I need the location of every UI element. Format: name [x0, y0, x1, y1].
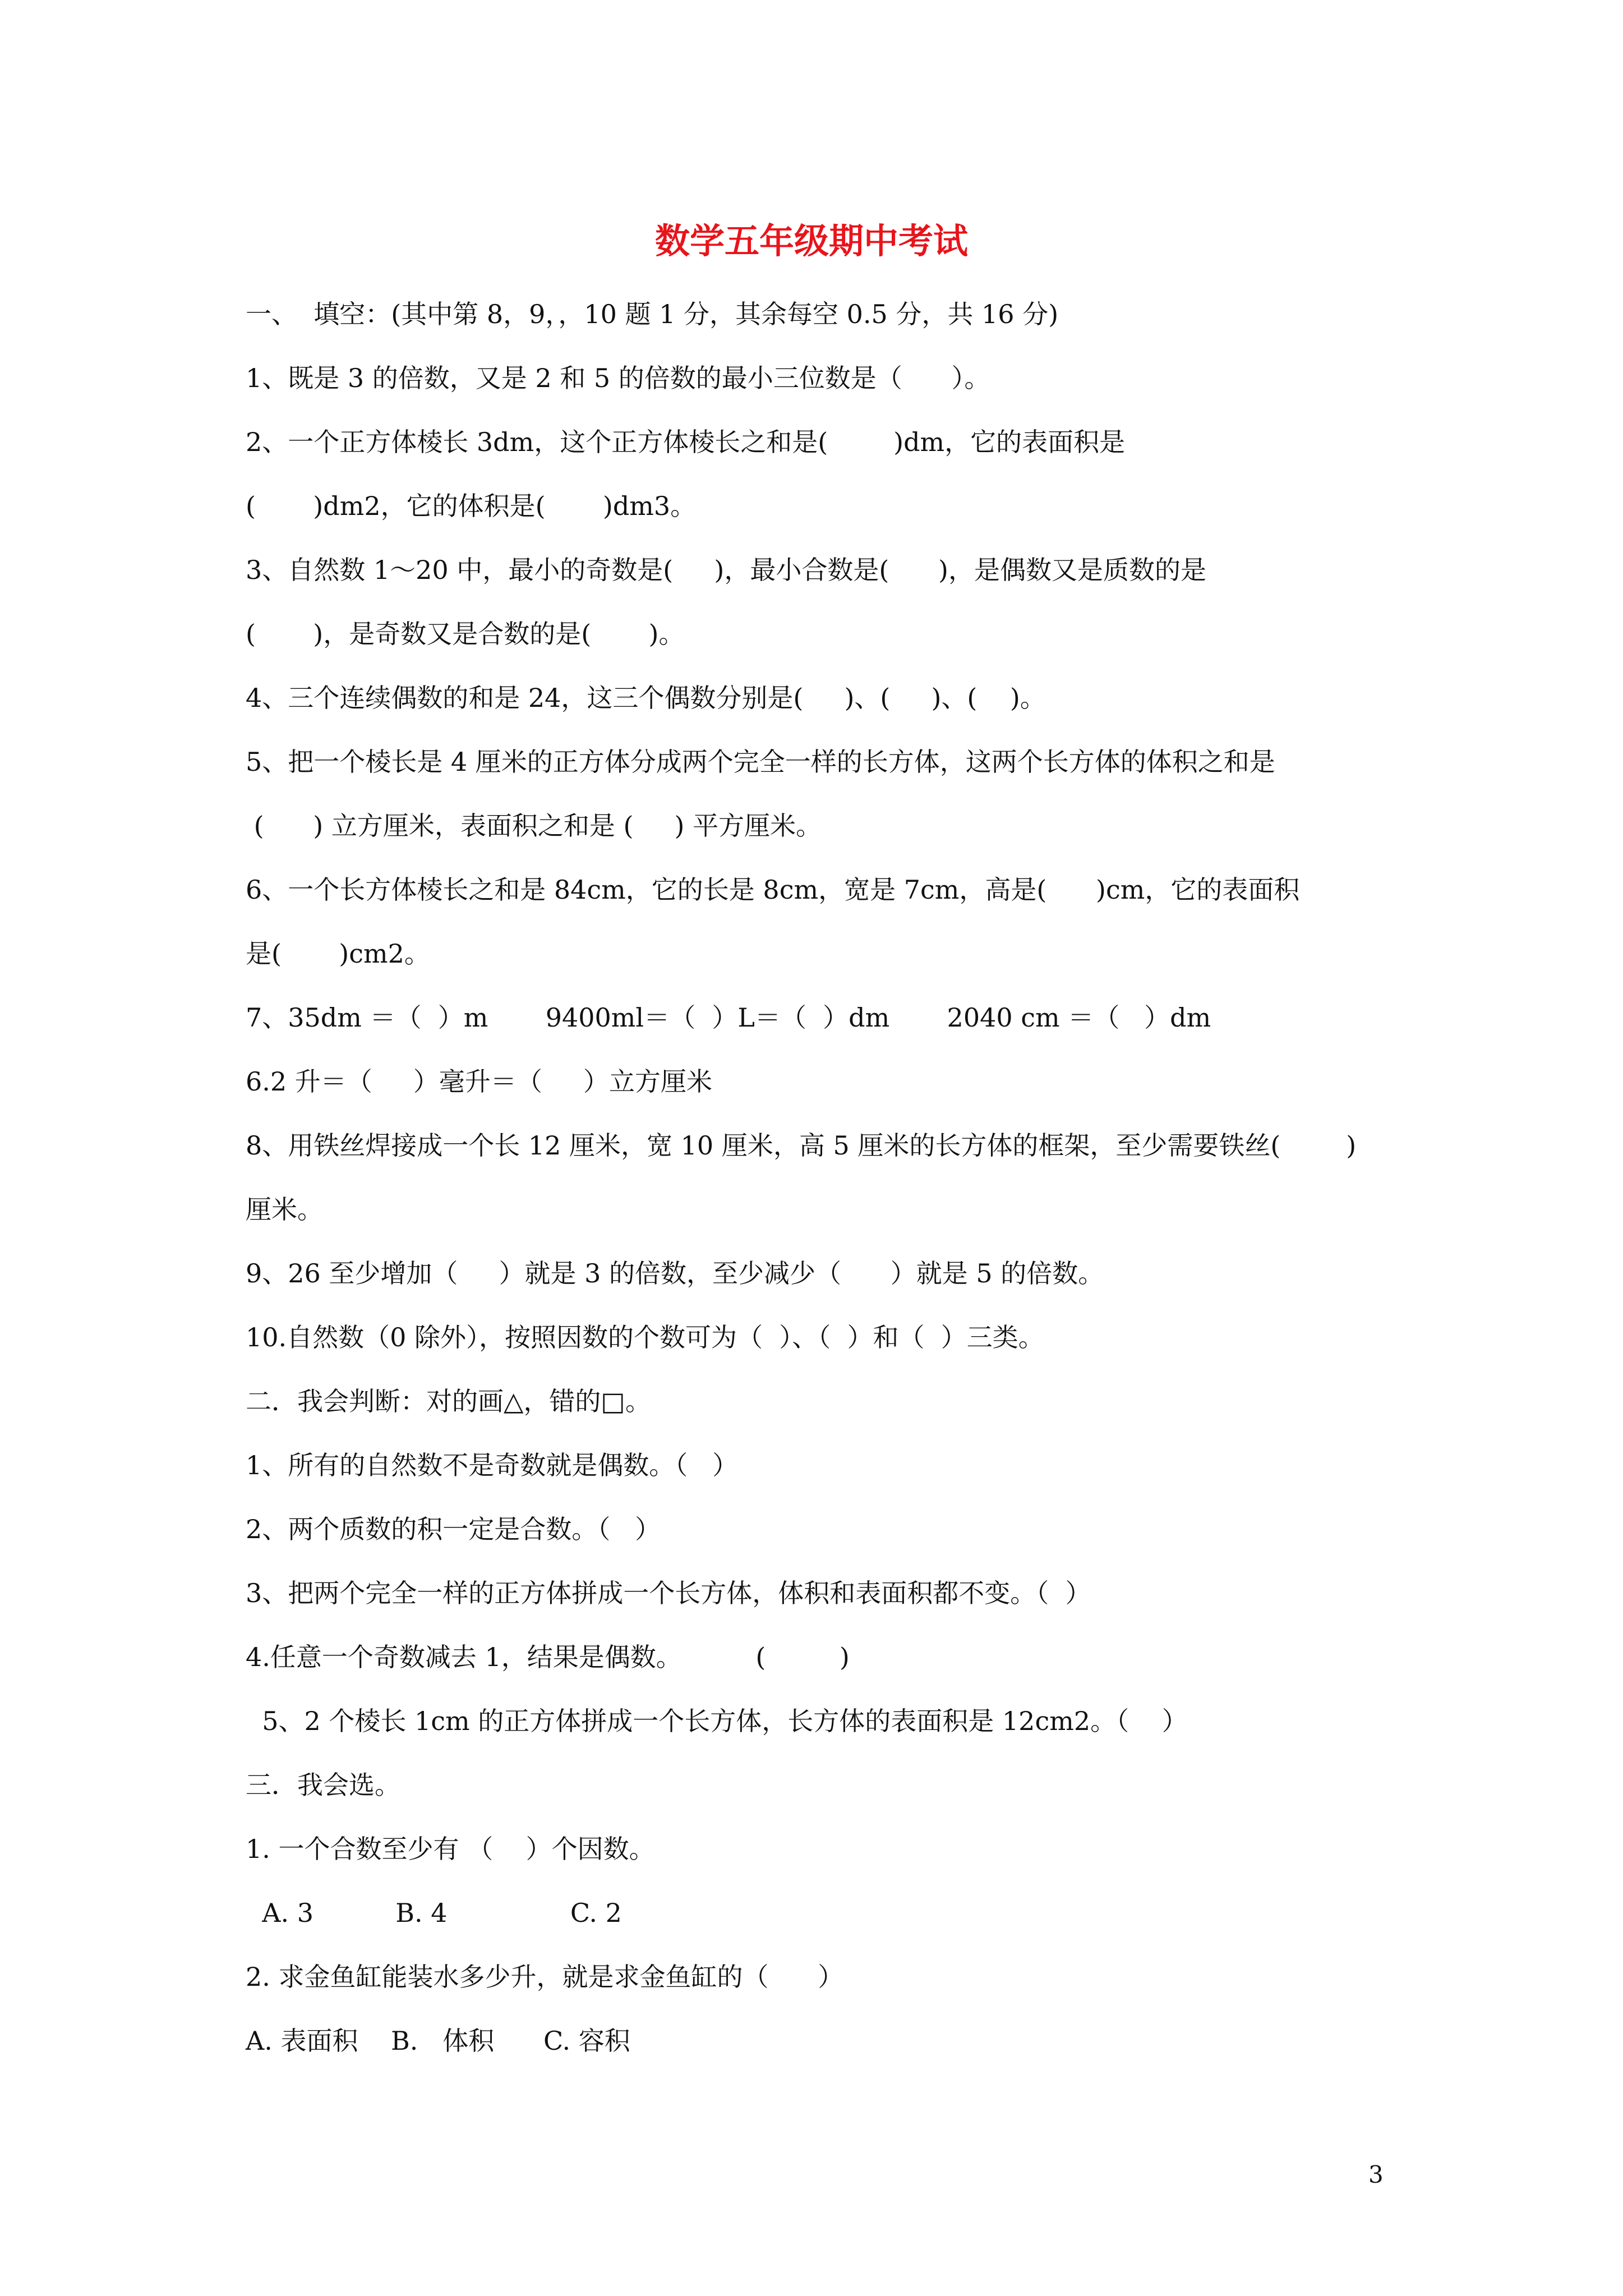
question-line: 2. 求金鱼缸能装水多少升，就是求金鱼缸的（ ）: [246, 1962, 844, 1992]
question-line: 2、一个正方体棱长 3dm，这个正方体棱长之和是( )dm，它的表面积是: [246, 427, 1126, 457]
question-line: 1、既是 3 的倍数，又是 2 和 5 的倍数的最小三位数是（ ）。: [246, 363, 990, 393]
question-line: 8、用铁丝焊接成一个长 12 厘米，宽 10 厘米，高 5 厘米的长方体的框架，至少需要铁丝( ): [246, 1130, 1357, 1161]
section-2-heading: 二．我会判断：对的画△，错的□。: [246, 1386, 651, 1416]
question-line: 5、把一个棱长是 4 厘米的正方体分成两个完全一样的长方体，这两个长方体的体积之和是: [246, 747, 1275, 777]
question-line: 6.2 升＝（ ）毫升＝（ ）立方厘米: [246, 1066, 712, 1097]
exam-title: 数学五年级期中考试: [654, 220, 968, 261]
question-line: 2、两个质数的积一定是合数。（ ）: [246, 1514, 661, 1544]
question-line: 5、2 个棱长 1cm 的正方体拼成一个长方体，长方体的表面积是 12cm2。（ ）: [246, 1706, 1188, 1736]
question-line: 4.任意一个奇数减去 1，结果是偶数。 ( ): [246, 1642, 850, 1672]
question-line: 1、所有的自然数不是奇数就是偶数。（ ）: [246, 1450, 739, 1480]
section-3-heading: 三．我会选。: [246, 1770, 400, 1800]
question-line: ( ) 立方厘米，表面积之和是 ( ) 平方厘米。: [246, 811, 822, 841]
question-line: 6、一个长方体棱长之和是 84cm，它的长是 8cm，宽是 7cm，高是( )cm，它的表面积: [246, 875, 1300, 905]
page-number: 3: [1368, 2161, 1384, 2188]
question-line: ( )，是奇数又是合数的是( )。: [246, 619, 685, 649]
question-line: ( )dm2，它的体积是( )dm3。: [246, 491, 697, 521]
question-line: 9、26 至少增加（ ）就是 3 的倍数，至少减少（ ）就是 5 的倍数。: [246, 1258, 1104, 1289]
question-line: 厘米。: [246, 1194, 323, 1225]
section-1-heading: 一、 填空：(其中第 8，9，，10 题 1 分，其余每空 0.5 分，共 16 分): [246, 299, 1059, 329]
question-line: 3、自然数 1～20 中，最小的奇数是( )，最小合数是( )，是偶数又是质数的是: [246, 555, 1206, 585]
question-line: 4、三个连续偶数的和是 24，这三个偶数分别是( )、( )、( )。: [246, 683, 1046, 713]
question-line: 3、把两个完全一样的正方体拼成一个长方体，体积和表面积都不变。（ ）: [246, 1578, 1091, 1608]
question-line: 1. 一个合数至少有 （ ）个因数。: [246, 1834, 655, 1864]
answer-options: A. 表面积 B. 体积 C. 容积: [246, 2026, 630, 2056]
question-line: 10.自然数（0 除外），按照因数的个数可为（ ）、（ ）和（ ）三类。: [246, 1322, 1044, 1352]
question-line: 7、35dm ＝（ ）m 9400ml＝（ ）L＝（ ）dm 2040 cm ＝（ ）dm: [246, 1002, 1211, 1033]
answer-options: A. 3 B. 4 C. 2: [246, 1898, 622, 1928]
question-line: 是( )cm2。: [246, 938, 430, 969]
